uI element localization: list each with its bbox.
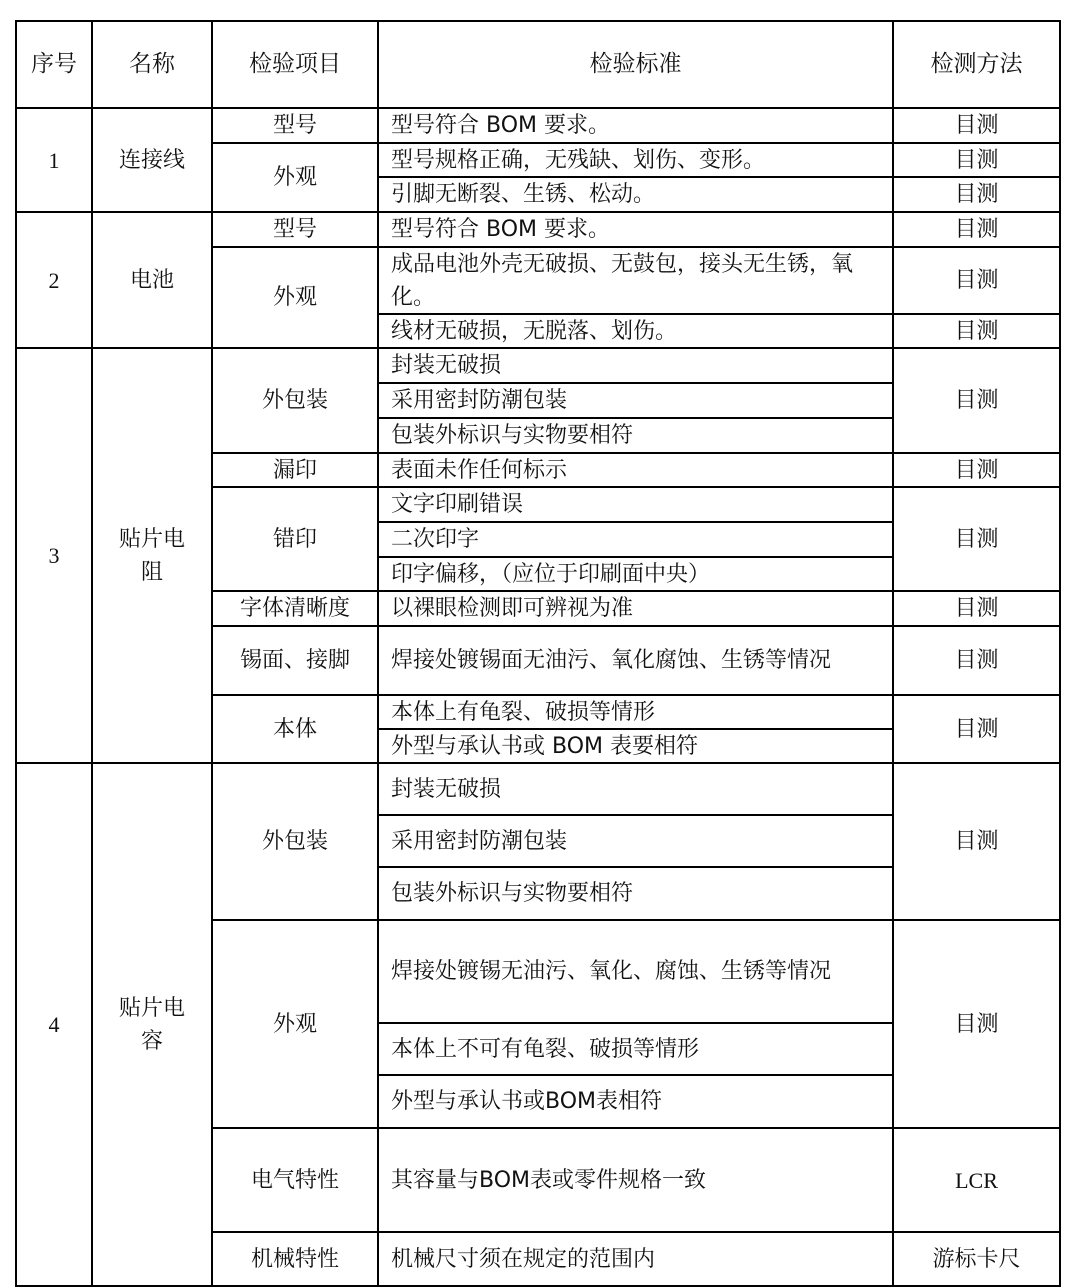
header-method: 检测方法 [930, 51, 1023, 77]
header-standard: 检验标准 [589, 51, 682, 77]
name-cell: 贴片电阻 [118, 526, 185, 585]
standard-cell: 线材无破损，无脱落、划伤。 [391, 318, 678, 344]
standard-cell: 成品电池外壳无破损、无鼓包，接头无生锈，氧化。 [391, 251, 854, 310]
method-cell: 目测 [954, 829, 999, 854]
name-cell: 电池 [129, 267, 174, 293]
item-cell: 字体清晰度 [239, 596, 350, 621]
standard-cell: 采用密封防潮包装 [391, 388, 568, 413]
item-cell: 外观 [272, 1011, 317, 1037]
method-cell: 目测 [954, 113, 999, 138]
item-cell: 机械特性 [250, 1246, 339, 1272]
standard-cell: 焊接处镀锡无油污、氧化、腐蚀、生锈等情况 [391, 958, 832, 984]
standard-cell: 采用密封防潮包装 [391, 828, 568, 854]
item-cell: 型号 [272, 113, 317, 138]
standard-cell: 表面未作任何标示 [391, 457, 568, 483]
item-cell: 外包装 [261, 388, 328, 413]
item-cell: 漏印 [272, 457, 317, 483]
method-cell: LCR [955, 1167, 998, 1193]
table-border-bottom [15, 1285, 1061, 1287]
method-cell: 目测 [954, 1011, 999, 1037]
method-cell: 目测 [954, 268, 999, 293]
name-cell: 连接线 [118, 147, 185, 173]
header-seq: 序号 [31, 51, 77, 77]
standard-cell: 以裸眼检测即可辨视为准 [391, 596, 634, 621]
method-cell: 目测 [954, 147, 999, 173]
standard-cell: 型号符合 BOM 要求。 [391, 217, 610, 242]
standard-cell: 其容量与BOM表或零件规格一致 [391, 1167, 707, 1193]
method-cell: 目测 [954, 318, 999, 344]
seq-cell: 2 [48, 267, 60, 293]
method-cell: 游标卡尺 [932, 1246, 1021, 1272]
standard-cell: 文字印刷错误 [391, 492, 524, 517]
method-cell: 目测 [954, 388, 999, 413]
method-cell: 目测 [954, 648, 999, 673]
item-cell: 外观 [272, 165, 317, 190]
standard-cell: 印字偏移，（应位于印刷面中央） [391, 561, 711, 587]
method-cell: 目测 [954, 457, 999, 483]
standard-cell: 引脚无断裂、生锈、松动。 [391, 182, 656, 207]
name-cell: 贴片电容 [118, 995, 185, 1054]
standard-cell: 封装无破损 [391, 776, 502, 802]
standard-cell: 包装外标识与实物要相符 [391, 423, 634, 448]
header-name: 名称 [129, 51, 175, 77]
header-item: 检验项目 [249, 51, 341, 77]
standard-cell: 本体上有龟裂、破损等情形 [391, 699, 656, 725]
method-cell: 目测 [954, 596, 999, 621]
standard-cell: 外型与承认书或BOM表相符 [391, 1089, 663, 1114]
item-cell: 外包装 [261, 829, 328, 854]
item-cell: 错印 [272, 526, 317, 552]
method-cell: 目测 [954, 182, 999, 207]
item-cell: 型号 [272, 217, 317, 242]
standard-cell: 型号规格正确，无残缺、划伤、变形。 [391, 147, 766, 173]
item-cell: 电气特性 [250, 1167, 339, 1193]
standard-cell: 包装外标识与实物要相符 [391, 881, 634, 906]
method-cell: 目测 [954, 526, 999, 552]
standard-cell: 二次印字 [391, 527, 480, 552]
item-cell: 锡面、接脚 [239, 648, 350, 673]
seq-cell: 3 [48, 543, 60, 568]
seq-cell: 4 [48, 1012, 60, 1037]
standard-cell: 焊接处镀锡面无油污、氧化腐蚀、生锈等情况 [391, 648, 832, 673]
method-cell: 目测 [954, 716, 999, 742]
standard-cell: 本体上不可有龟裂、破损等情形 [391, 1036, 700, 1062]
standard-cell: 型号符合 BOM 要求。 [391, 113, 610, 138]
item-cell: 本体 [272, 716, 317, 742]
standard-cell: 外型与承认书或 BOM 表要相符 [391, 733, 698, 759]
seq-cell: 1 [48, 147, 60, 173]
standard-cell: 封装无破损 [391, 353, 502, 378]
method-cell: 目测 [954, 217, 999, 242]
item-cell: 外观 [272, 285, 317, 310]
standard-cell: 机械尺寸须在规定的范围内 [391, 1246, 656, 1272]
